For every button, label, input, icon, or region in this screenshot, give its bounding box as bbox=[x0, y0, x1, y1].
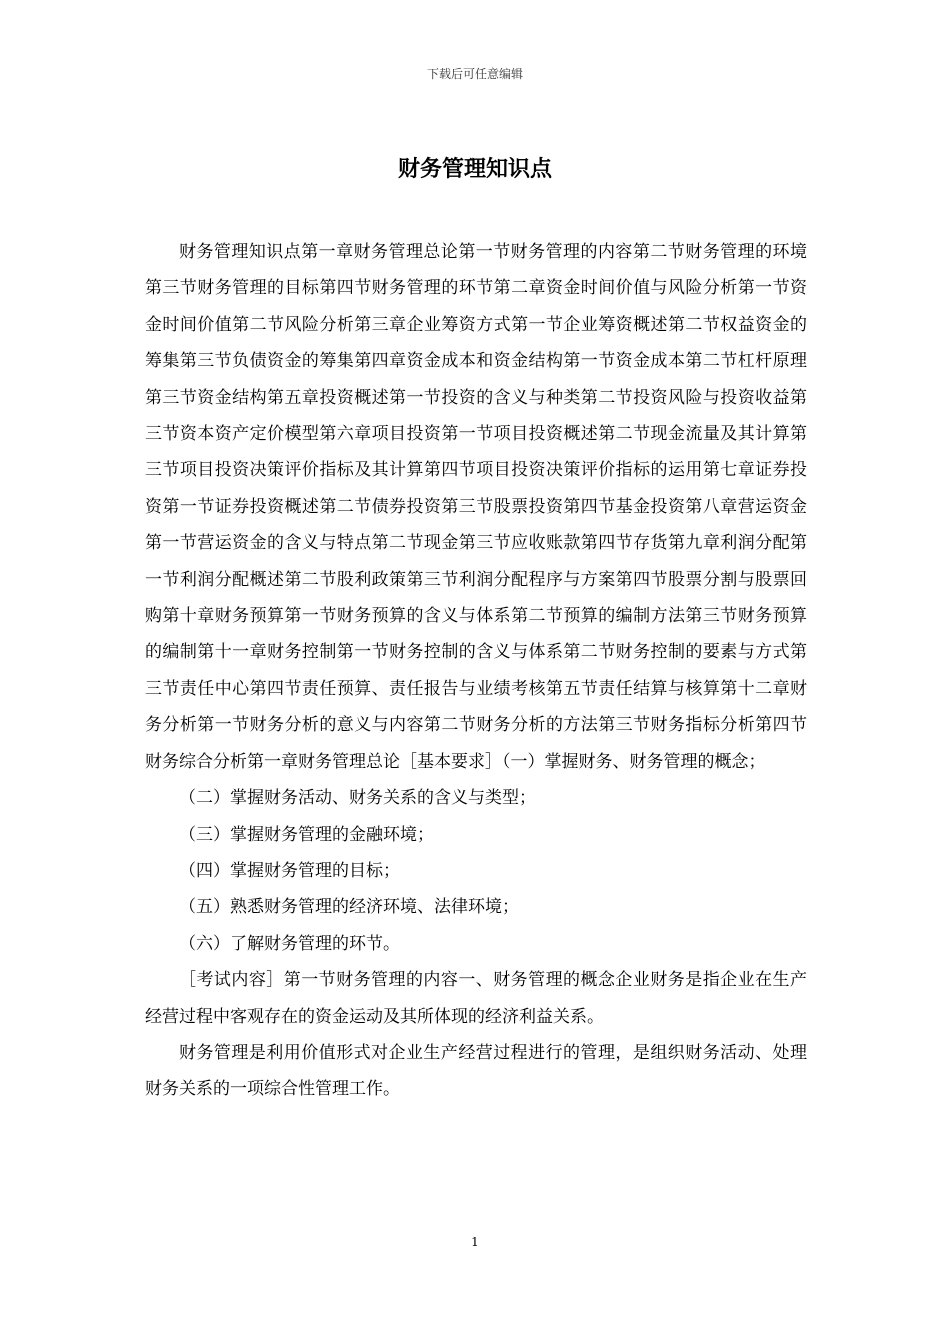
page-header: 下载后可任意编辑 bbox=[426, 67, 523, 81]
paragraph-requirement-4: （四）掌握财务管理的目标； bbox=[179, 860, 400, 881]
paragraph-definition: 财务管理是利用价值形式对企业生产经营过程进行的管理，是组织财务活动、处理财务关系的一项综合性管理工作。 bbox=[145, 1042, 807, 1100]
paragraph-requirement-2: （二）掌握财务活动、财务关系的含义与类型； bbox=[179, 788, 536, 809]
page-number: 1 bbox=[471, 1235, 479, 1249]
document-body bbox=[145, 234, 807, 1108]
paragraph-requirement-3: （三）掌握财务管理的金融环境； bbox=[179, 824, 434, 845]
paragraph-requirement-5: （五）熟悉财务管理的经济环境、法律环境； bbox=[179, 897, 519, 918]
paragraph-requirement-6: （六）了解财务管理的环节。 bbox=[179, 933, 400, 954]
paragraph-table-of-contents: 财务管理知识点第一章财务管理总论第一节财务管理的内容第二节财务管理的环境第三节财务管理的目标第四节财务管理的环节第二章资金时间价值与风险分析第一节资金时间价值第二节风险分析第三章企业筹资方式第一节企业筹资概述第二节权益资金的筹集第三节负债资金的筹集第四章资金成本和资金结构第一节资金成本第二节杠杆原理第三节资金结构第五章投资概述第一节投资的含义与种类第二节投资风险与投资收益第三节资本资产定价模型第六章项目投资第一节项目投资概述第二节现金流量及其计算第三节项目投资决策评价指标及其计算第四节项目投资决策评价指标的运用第七章证券投资第一节证券投资概述第二节债券投资第三节股票投资第四节基金投资第八章营运资金第一节营运资金的含义与特点第二节现金第三节应收账款第四节存货第九章利润分配第一节利润分配概述第二节股利政策第三节利润分配程序与方案第四节股票分割与股票回购第十章财务预算第一节财务预算的含义与体系第二节预算的编制方法第三节财务预算的编制第十一章财务控制第一节财务控制的含义与体系第二节财务控制的要素与方式第三节责任中心第四节责任预算、责任报告与业绩考核第五节责任结算与核算第十二章财务分析第一节财务分析的意义与内容第二节财务分析的方法第三节财务指标分析第四节财务综合分析第一章财务管理总论［基本要求］（一）掌握财务、财务管理的概念； bbox=[145, 242, 807, 772]
document-title: 财务管理知识点 bbox=[397, 156, 552, 182]
paragraph-exam-content: ［考试内容］第一节财务管理的内容一、财务管理的概念企业财务是指企业在生产经营过程中客观存在的资金运动及其所体现的经济利益关系。 bbox=[145, 970, 807, 1027]
